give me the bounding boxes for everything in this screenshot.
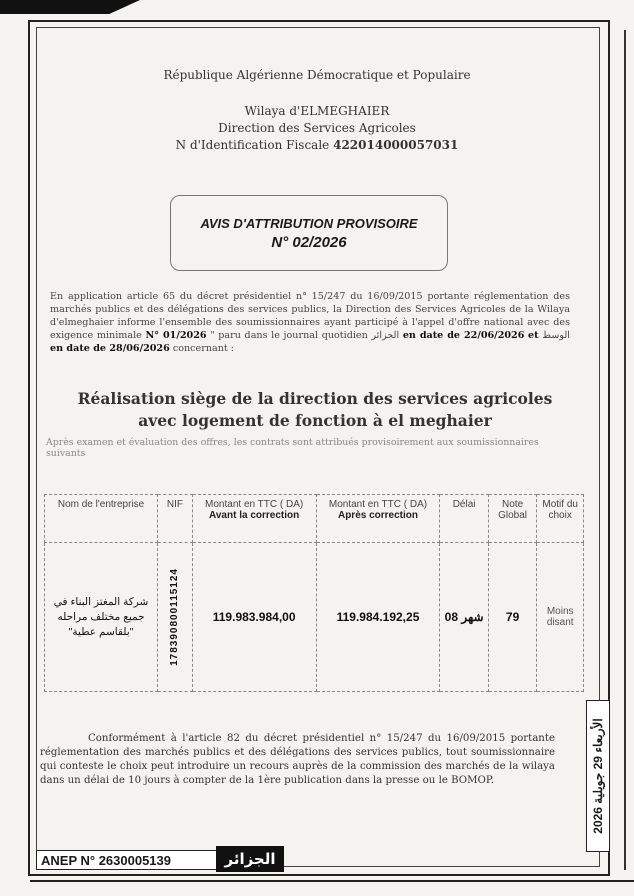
notice-title: AVIS D'ATTRIBUTION PROVISOIRE — [200, 216, 418, 231]
cell-entreprise: شركة المغتز البناء في جميع مختلف مراحله "بلقاسم عطية" — [45, 543, 158, 692]
date-side-tag — [586, 700, 610, 852]
date-2: en date de 28/06/2026 — [50, 343, 170, 354]
table-row — [45, 543, 584, 692]
journal-1: الجزائر — [371, 330, 400, 341]
date-1: en date de 22/06/2026 — [402, 330, 525, 341]
header-avant: Montant en TTC ( DA) Avant la correction — [192, 495, 316, 543]
cell-note: 79 — [488, 543, 537, 692]
notice-number: N° 02/2026 — [271, 234, 347, 251]
nif-value: 422014000057031 — [333, 138, 459, 152]
evaluation-note: Après examen et évaluation des offres, les contrats sont attribués provisoirement aux soumissionnaires suivants — [46, 437, 539, 459]
wilaya-line: Wilaya d'ELMEGHAIER — [244, 104, 390, 118]
header-entreprise: Nom de l'entreprise — [45, 495, 158, 543]
republic-line: République Algérienne Démocratique et Populaire — [163, 68, 471, 82]
newspaper-logo: الجزائر — [216, 846, 284, 872]
journal-2: الوسط — [542, 330, 570, 341]
top-fragment — [0, 0, 140, 14]
intro-text-2: " paru dans le journal quotidien — [210, 330, 368, 341]
header-motif: Motif du choix — [537, 495, 584, 543]
nif-number: 178390800115124 — [169, 568, 181, 666]
direction-line: Direction des Services Agricoles — [218, 121, 416, 135]
cell-apres: 119.984.192,25 — [316, 543, 440, 692]
closing-paragraph: Conformément à l'article 82 du décret présidentiel n° 15/247 du 16/09/2015 portante réglementation des marchés publics et des délégations des services publics, tout soumissionnaire qui conteste le choix peut introduire un recours auprès de la commission des marchés de la wilaya dans un délai de 10 jours à compter de la 1ère publication dans la presse ou le BOMOP. — [40, 733, 555, 786]
title-box — [170, 195, 448, 271]
header-delai: Délai — [440, 495, 488, 543]
intro-concerning: concernant : — [172, 343, 235, 354]
header-apres: Montant en TTC ( DA) Après correction — [316, 495, 440, 543]
nif-line — [0, 138, 634, 152]
cell-nif — [158, 543, 193, 692]
intro-and: et — [528, 330, 539, 341]
cell-delai: 08 شهر — [440, 543, 488, 692]
project-object: Réalisation siège de la direction des services agricoles avec logement de fonction à el meghaier — [77, 389, 553, 430]
table-header-row — [45, 495, 584, 543]
side-tag-text: الأربعاء 29 جويلية 2026 — [591, 718, 605, 834]
bottom-rule — [30, 880, 634, 896]
cell-avant: 119.983.984,00 — [192, 543, 316, 692]
results-table — [44, 494, 584, 692]
header-note: Note Global — [488, 495, 537, 543]
page-edge — [624, 30, 634, 870]
header-nif: NIF — [158, 495, 193, 543]
cell-motif: Moins disant — [537, 543, 584, 692]
anep-number: ANEP N° 2630005139 — [36, 850, 248, 870]
intro-paragraph — [50, 290, 570, 355]
avis-number: N° 01/2026 — [145, 330, 207, 341]
intro-text: En application article 65 du décret présidentiel n° 15/247 du 16/09/2015 portante réglementation des marchés publics et des délégations des services publics, la Direction des Services Agricoles de la Wilaya d'elmeghaier informe l'ensemble des soumissionnaires ayant participé à l'appel d'offre national avec des exigence minimale — [50, 291, 570, 341]
nif-label: N d'Identification Fiscale — [175, 138, 330, 152]
